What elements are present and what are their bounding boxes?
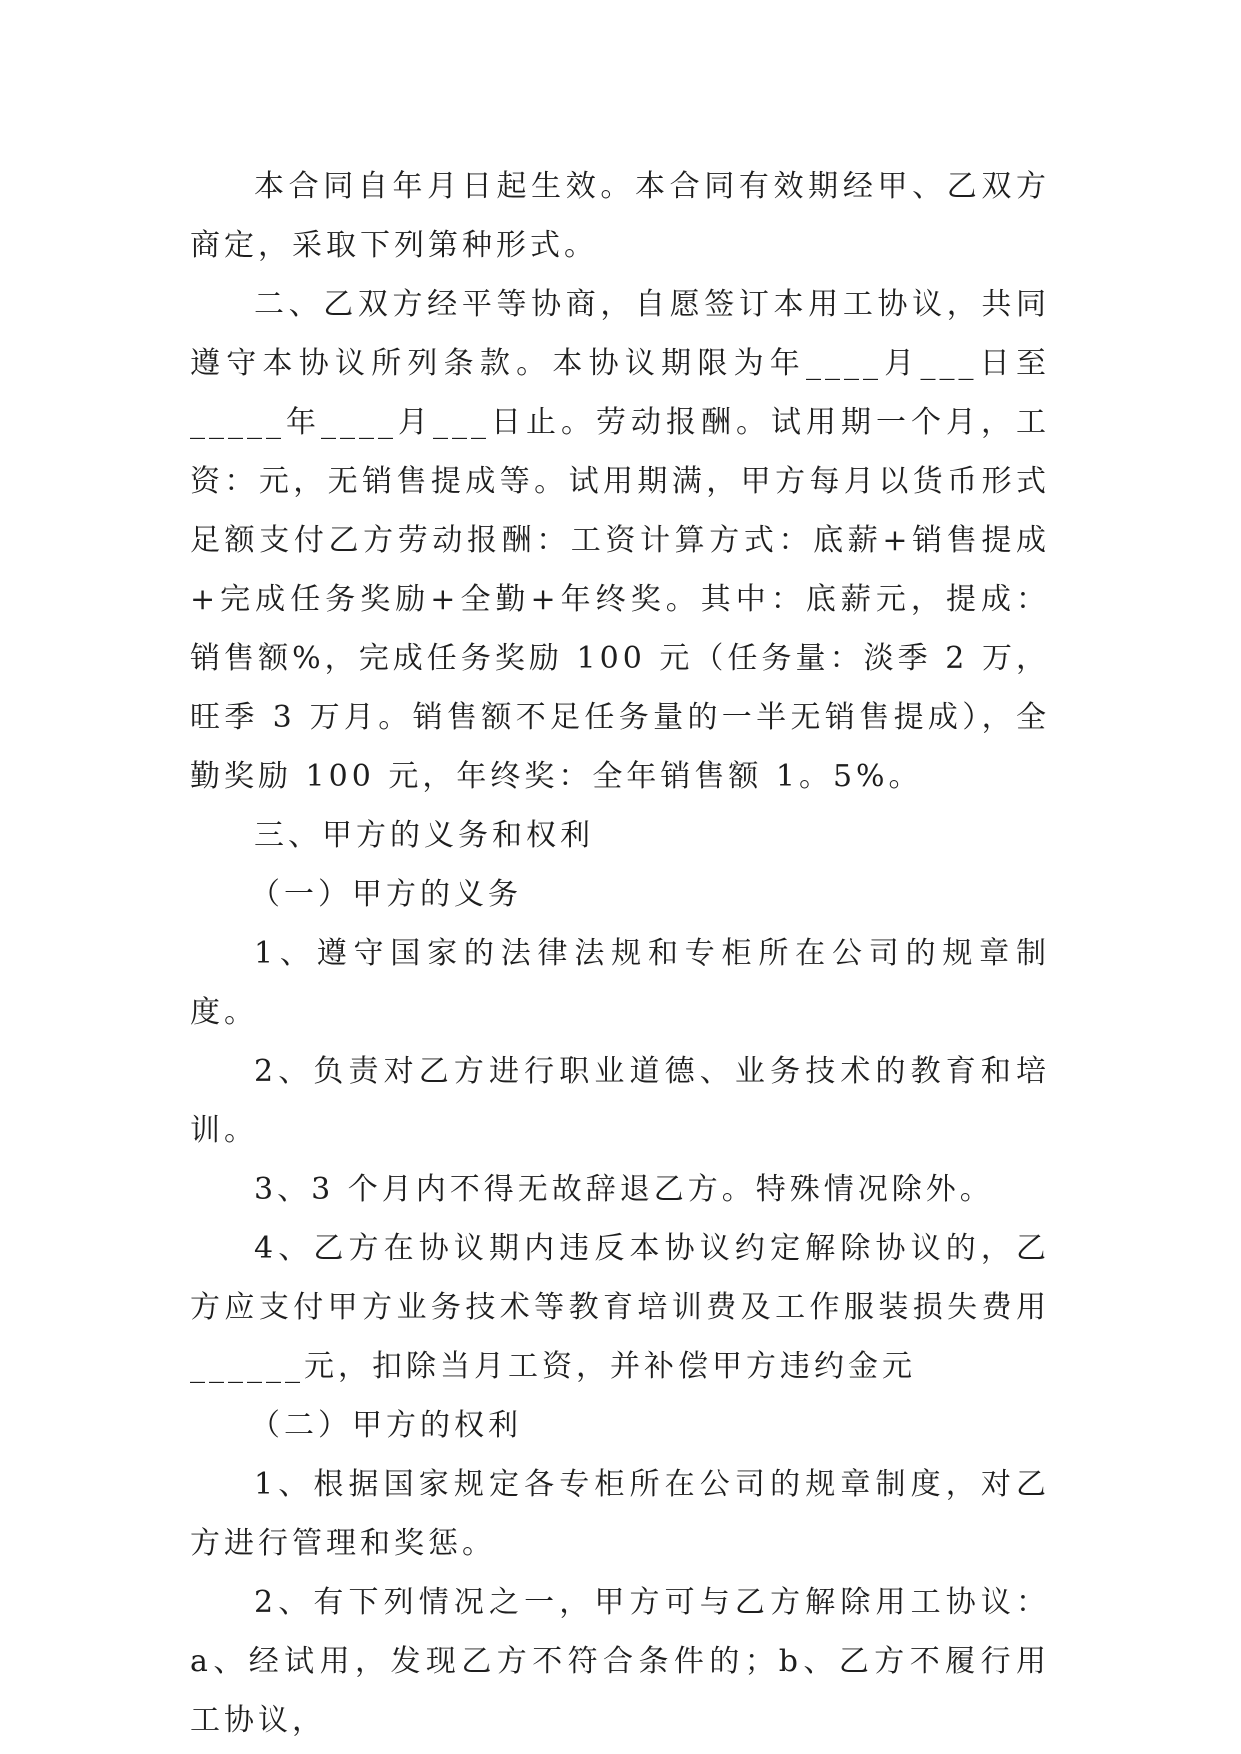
- right-item-2: 2、有下列情况之一，甲方可与乙方解除用工协议：a、经试用，发现乙方不符合条件的；b、乙方不履行用工协议，: [190, 1585, 1050, 1738]
- duty-item-3: 3、3 个月内不得无故辞退乙方。特殊情况除外。: [254, 1172, 994, 1207]
- subsection-heading-party-a-duties: （一）甲方的义务: [250, 877, 522, 912]
- paragraph-term-and-salary: 二、乙双方经平等协商，自愿签订本用工协议，共同遵守本协议所列条款。本协议期限为年____月___日至_____年____月___日止。劳动报酬。试用期一个月，工资：元，无销售提成等。试用期满，甲方每月以货币形式足额支付乙方劳动报酬：工资计算方式：底薪+销售提成+完成任务奖励+全勤+年终奖。其中：底薪元，提成：销售额%，完成任务奖励 100 元（任务量：淡季 2 万，旺季 3 万月。销售额不足任务量的一半无销售提成），全勤奖励 100 元，年终奖：全年销售额 1。5%。: [190, 287, 1050, 794]
- section-heading-party-a-duties-rights: 三、甲方的义务和权利: [254, 818, 594, 853]
- right-item-1: 1、根据国家规定各专柜所在公司的规章制度，对乙方进行管理和奖惩。: [190, 1467, 1050, 1561]
- document-body: [190, 157, 1050, 1750]
- duty-item-1: 1、遵守国家的法律法规和专柜所在公司的规章制度。: [190, 936, 1050, 1030]
- paragraph-effective-date: 本合同自年月日起生效。本合同有效期经甲、乙双方商定，采取下列第种形式。: [190, 169, 1050, 263]
- duty-item-4: 4、乙方在协议期内违反本协议约定解除协议的，乙方应支付甲方业务技术等教育培训费及工作服装损失费用______元，扣除当月工资，并补偿甲方违约金元: [190, 1231, 1050, 1384]
- duty-item-2: 2、负责对乙方进行职业道德、业务技术的教育和培训。: [190, 1054, 1050, 1148]
- subsection-heading-party-a-rights: （二）甲方的权利: [250, 1408, 522, 1443]
